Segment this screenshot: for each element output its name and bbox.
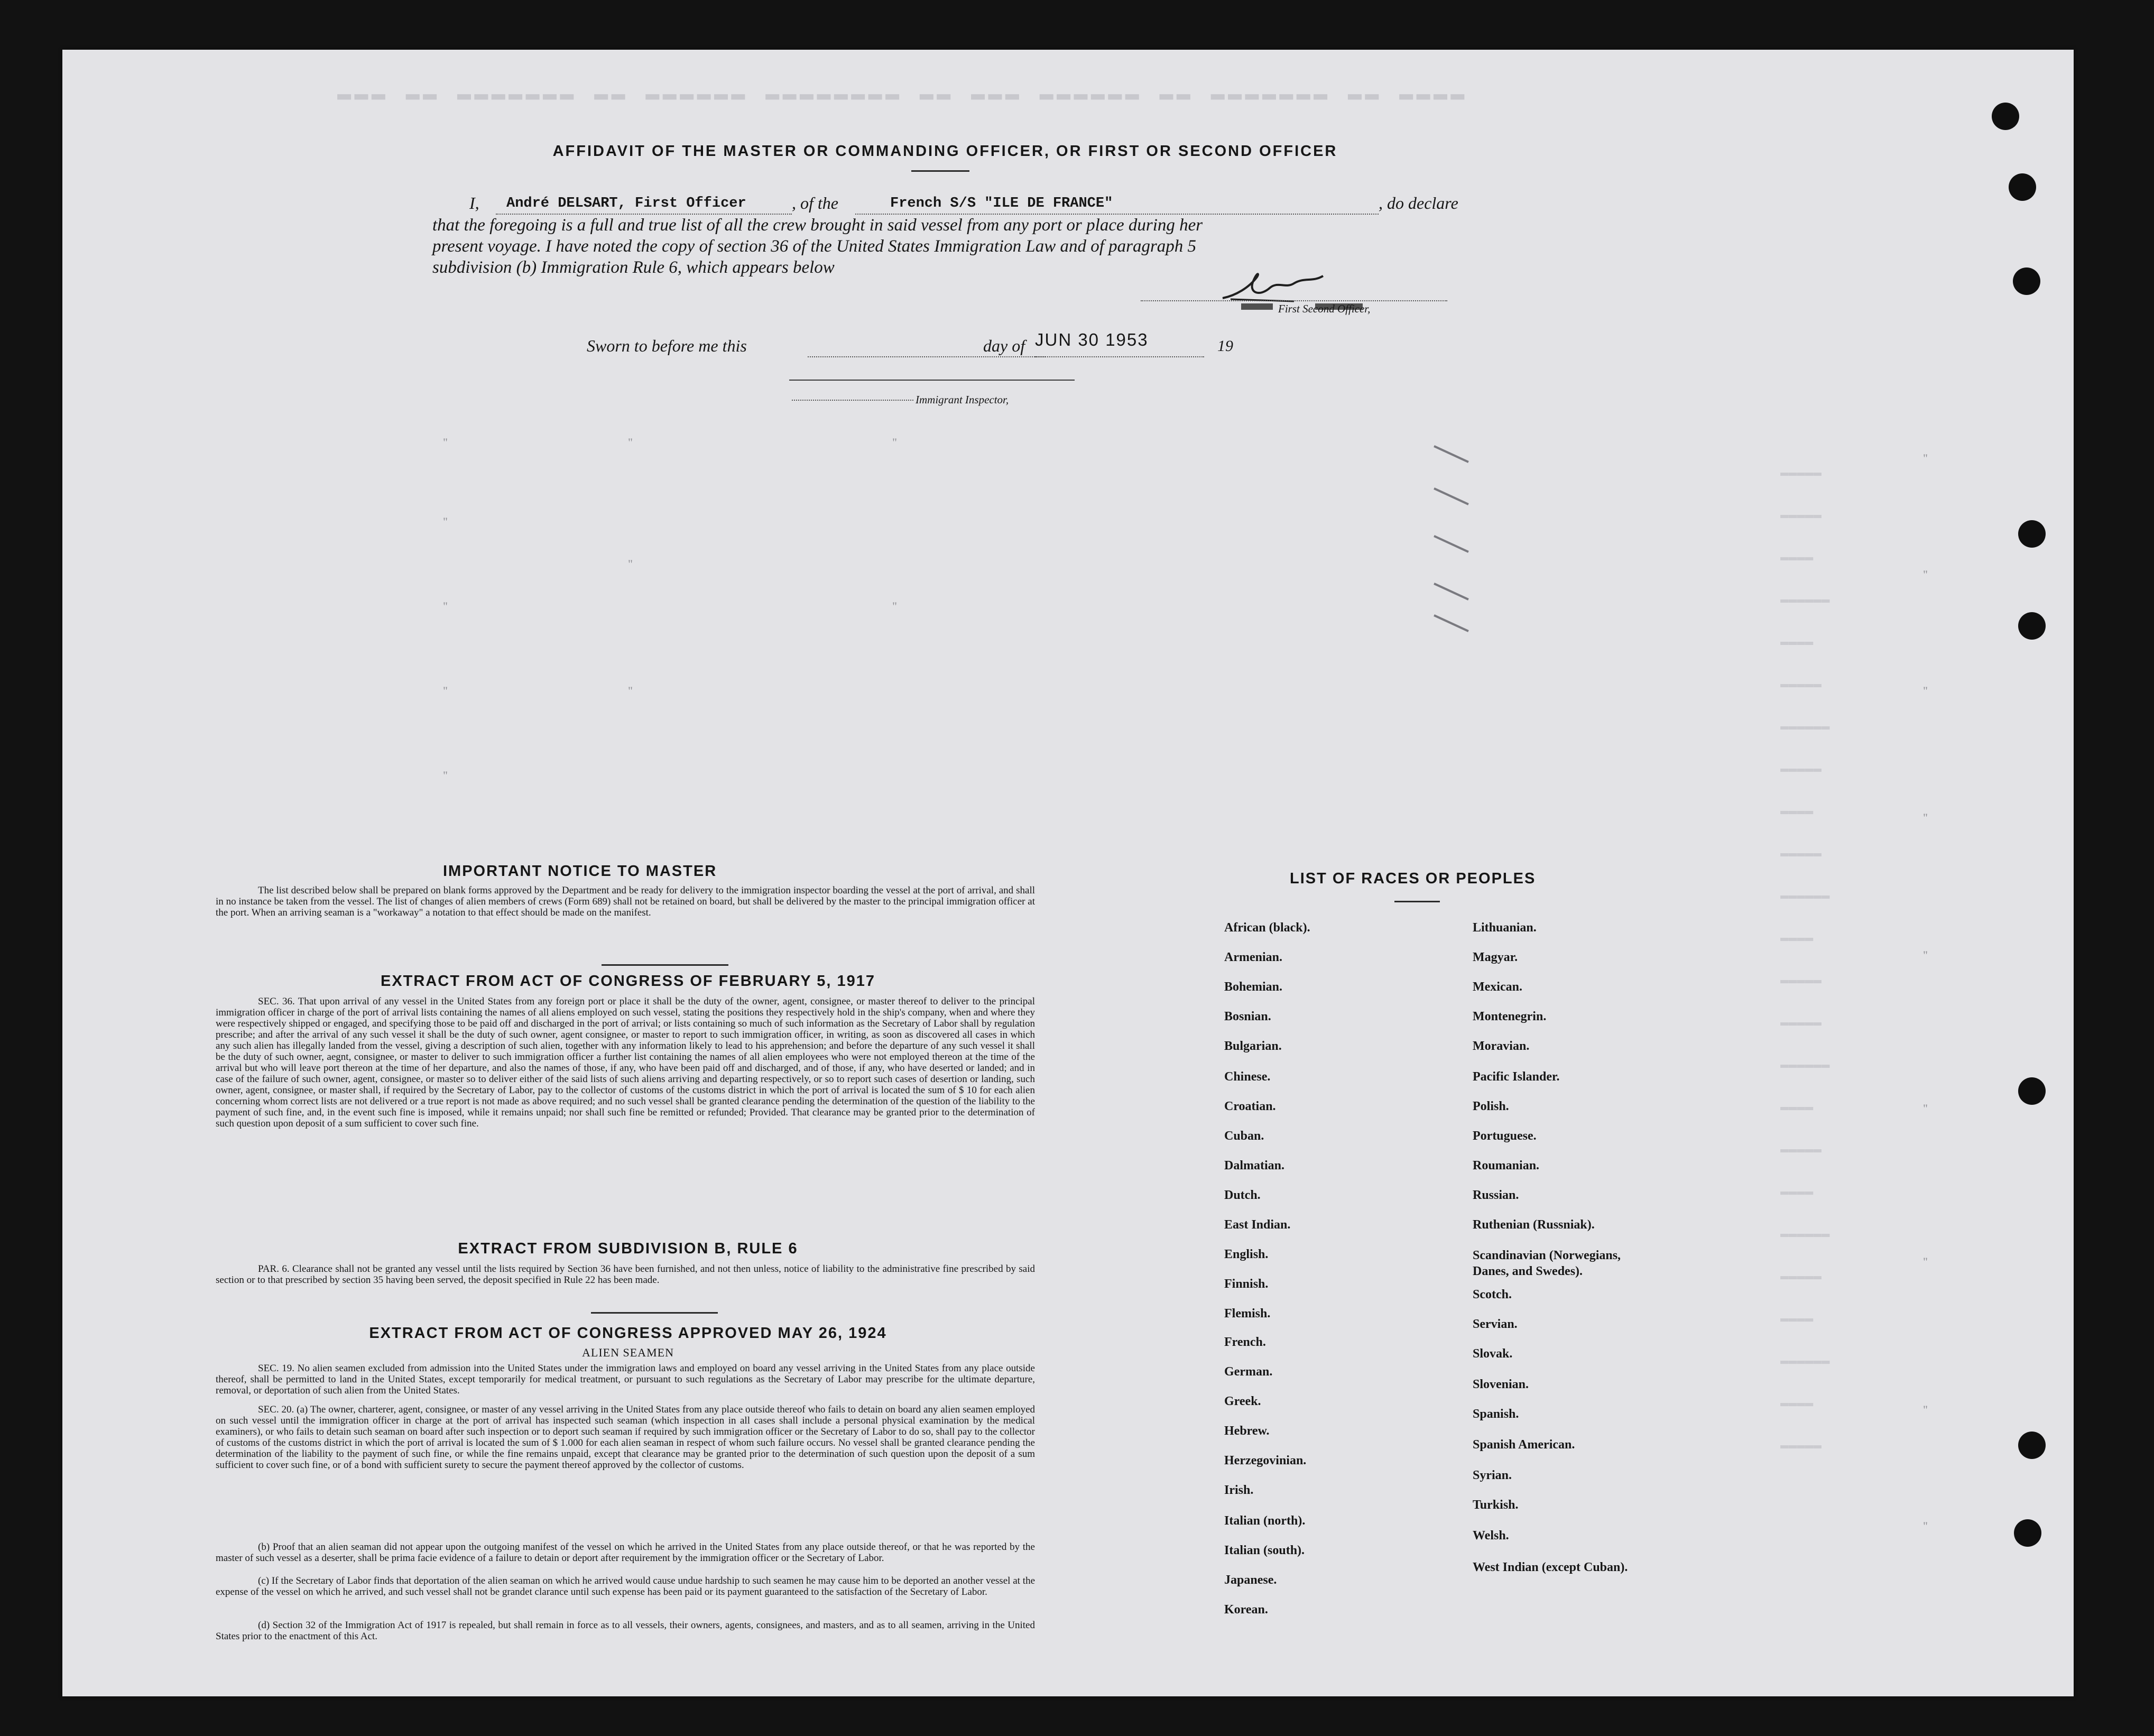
punch-hole [2018,1432,2046,1459]
extract-1924-subtitle: ALIEN SEAMEN [582,1346,674,1359]
race-left: Bohemian. [1224,980,1283,994]
race-right: Lithuanian. [1473,921,1537,935]
sec-20a: SEC. 20. (a) The owner, charterer, agent, consignee, or master of any vessel arriving in the United States from any place outside thereof who fails to detain on board any alien seamen employed on such vessel until the immigration officer in charge at the port of arrival has inspected such seaman (which inspection in all cases shall include a personal physical examination by the medical examiners), or who fails to detain such seaman on board after such inspection or to deport such seaman if required by such immigration officer or the Secretary of Labor to do so, shall pay to the collector of customs of the customs district in which the port of arrival is located the sum of $ 1.000 for each alien seaman in respect of whom such failure occurs. No vessel shall be granted clearance pending the determination of the liability to the payment of such fine, or while the fine remains unpaid, except that clearance may be granted prior to the determination of such question upon the deposit of a sum sufficient to cover such fine, or of a bond with sufficient surety to secure the payment thereof approved by the collector of customs. [216,1404,1035,1471]
affidavit-pronoun: I, [469,193,479,213]
affidavit-line-4: subdivision (b) Immigration Rule 6, which appears below [432,258,835,277]
ditto-mark: " [628,436,633,449]
ditto-mark: " [1923,684,1928,697]
declare-label: , do declare [1379,193,1458,213]
ditto-mark: " [1923,451,1928,465]
ditto-mark: " [892,436,897,449]
extract-1917-body: SEC. 36. That upon arrival of any vessel in the United States from any foreign port or place it shall be the duty of the owner, agent, consignee, or master thereof to deliver to the principal immigration officer in charge of the port of arrival lists containing the names of all aliens employed on such vessel, stating the positions they respectively hold in the ship's company, when and where they were respectively shipped or engaged, and specifying those to be paid off and discharged in the port of arrival; or lists containing so much of such information as the Secretary of Labor shall by regulation prescribe; and after the arrival of any such vessel it shall be the duty of such owner, agent consignee, or master to report to such immigration officer, in writing, as soon as discovered all cases in which any such alien has illegally landed from the vessel, giving a description of such alien, together with any information likely to lead to his apprehension; and before the departure of any such vessel it shall be the duty of such owner, aegnt, consignee, or master to deliver to such immigration officer a further list containing the names of all alien employees who were not employed thereon at the time of the arrival but who will leave port thereon at the time of her departure, and also the names of those, if any, who have been paid off and discharged, and of those, if any, who have deserted or landed; and in case of the failure of such owner, agent, consignee, or master so to deliver either of the said lists of such aliens arriving and departing respectively, or so to report such cases of desertion or landing, such owner, agent, consignee, or master shall, if required by the Secretary of Labor, pay to the collector of customs of the customs district in which the port of arrival is located the sum of $ 10 for each alien concerning whom correct lists are not delivered or a true report is not made as above required; and no such vessel shall be granted clearance pending the determination of the question of the liability to the payment of such fine, and, in the event such fine is imposed, while it remains unpaid; nor shall such fine be remitted or refunded; Provided. That clearance may be granted prior to the determination of such question upon deposit of a sum sufficient to cover such fine. [216,996,1035,1129]
race-left: French. [1224,1335,1266,1349]
ditto-mark: " [1923,1102,1928,1115]
ditto-mark: " [1923,1403,1928,1416]
race-left: Armenian. [1224,950,1282,964]
year-prefix: 19 [1217,337,1233,355]
ditto-mark: " [443,599,448,613]
race-left: Chinese. [1224,1070,1271,1084]
race-left: Irish. [1224,1483,1254,1497]
sworn-separator [789,380,1075,381]
punch-hole [2018,612,2046,640]
ditto-mark: " [443,515,448,528]
struck-word [1241,303,1273,310]
race-right: Russian. [1473,1188,1519,1202]
sec-19: SEC. 19. No alien seamen excluded from admission into the United States under the immigration laws and employed on board any vessel arriving in the United States from any place outside thereof, shall be permitted to land in the United States, except temporarily for medical treatment, or pursuant to such regulations as the Secretary of Labor may prescribe for the ultimate departure, removal, or deportation of such alien from the United States. [216,1363,1035,1396]
race-right: Syrian. [1473,1469,1512,1482]
race-right: Slovak. [1473,1347,1513,1361]
race-left: Flemish. [1224,1307,1271,1321]
race-left: German. [1224,1365,1273,1379]
ditto-mark: " [443,684,448,697]
race-right: Polish. [1473,1100,1509,1113]
race-left: Dalmatian. [1224,1159,1284,1172]
notice-body: The list described below shall be prepared on blank forms approved by the Department and be ready for delivery to the immigration inspector boarding the vessel at the port of arrival, and shall in no instance be taken from the vessel. The list of changes of alien members of crews (Form 689) shall not be retained on board, but shall be delivered by the master to the principal immigration officer at the port. When an arriving seaman is a "workaway" a notation to that effect should be made on the manifest. [216,885,1035,918]
signature-caption: First Second Officer, [1278,302,1371,315]
sec-20d: (d) Section 32 of the Immigration Act of 1917 is repealed, but shall remain in force as to all vessels, their owners, agents, consignees, and masters, and as to all seamen, arriving in the United States prior to the enactment of this Act. [216,1620,1035,1642]
date-stamp: JUN 30 1953 [1035,330,1149,349]
race-left: Cuban. [1224,1129,1264,1143]
race-right: Moravian. [1473,1039,1530,1053]
vessel-dotted-line [855,214,1379,215]
notice-title: IMPORTANT NOTICE TO MASTER [443,863,717,880]
race-right: Montenegrin. [1473,1010,1547,1023]
ditto-mark: " [892,599,897,613]
race-left: Bulgarian. [1224,1039,1282,1053]
ditto-mark: " [1923,1255,1928,1268]
officer-name: André DELSART, First Officer [506,196,746,211]
punch-hole [2018,1077,2046,1105]
of-the-label: , of the [792,193,838,213]
date-dotted-line [1035,356,1204,357]
race-right: Scotch. [1473,1288,1512,1301]
race-right: West Indian (except Cuban). [1473,1560,1628,1574]
race-right: Roumanian. [1473,1159,1540,1172]
subdivision-body: PAR. 6. Clearance shall not be granted any vessel until the lists required by Section 36 have been furnished, and not then unless, notice of liability to the administrative fine prescribed by said section or to that prescribed by section 35 having been served, the deposit specified in Rule 22 has been made. [216,1263,1035,1286]
race-left: Hebrew. [1224,1424,1270,1438]
punch-hole [2014,1519,2041,1547]
day-of-label: day of [983,336,1025,355]
subdivision-rule [591,1312,718,1314]
affidavit-title: AFFIDAVIT OF THE MASTER OR COMMANDING OFFICER, OR FIRST OR SECOND OFFICER [552,143,1338,160]
races-title: LIST OF RACES OR PEOPLES [1290,870,1536,887]
race-right: Turkish. [1473,1498,1519,1512]
race-right: Spanish. [1473,1407,1519,1421]
race-right: Magyar. [1473,950,1518,964]
ditto-mark: " [443,769,448,782]
race-left: Italian (south). [1224,1544,1305,1557]
punch-hole [2009,173,2036,201]
race-left: Bosnian. [1224,1010,1271,1023]
bleed-through-header: ▬▬▬ ▬▬ ▬▬▬▬▬▬▬ ▬▬ ▬▬▬▬▬▬ ▬▬▬▬▬▬▬▬ ▬▬ ▬▬▬ ▬▬▬▬▬▬ ▬▬ ▬▬▬▬▬▬▬ ▬▬ ▬▬▬▬ [337,81,1468,108]
ditto-mark: " [1923,568,1928,581]
punch-hole [2018,520,2046,548]
sec-20c: (c) If the Secretary of Labor finds that deportation of the alien seaman on which he arrived would cause undue hardship to such seamen he may cause him to be deported an another vessel at the expense of the vessel on which he arrived, and such vessel shall not be grandet clarance until such expense has been paid or its payment guaranteed to the satisfaction of the Secretary of Labor. [216,1575,1035,1598]
extract-1917-title: EXTRACT FROM ACT OF CONGRESS OF FEBRUARY 5, 1917 [380,973,876,990]
race-left: English. [1224,1248,1269,1261]
race-right: Pacific Islander. [1473,1070,1560,1084]
races-rule [1394,901,1440,902]
sec-20b: (b) Proof that an alien seaman did not appear upon the outgoing manifest of the vessel on which he arrived in the United States from any place outside thereof, or that he was reported by the master of such vessel as a deserter, shall be prima facie evidence of a failure to detain or deport after requirement by the immigration officer or the Secretary of Labor. [216,1541,1035,1564]
race-left: Herzegovinian. [1224,1454,1307,1467]
race-left: African (black). [1224,921,1310,935]
sworn-day-line [808,356,1046,357]
race-left: Japanese. [1224,1573,1277,1587]
race-right: Spanish American. [1473,1438,1575,1452]
ditto-mark: " [1923,948,1928,962]
vessel-name: French S/S "ILE DE FRANCE" [890,196,1113,211]
race-right: Welsh. [1473,1529,1509,1543]
race-right: Mexican. [1473,980,1522,994]
title-underline [911,170,969,172]
affidavit-line-2: that the foregoing is a full and true list of all the crew brought in said vessel from any port or place during her [432,216,1203,235]
race-left: Croatian. [1224,1100,1276,1113]
ditto-mark: " [628,557,633,570]
punch-hole [1992,103,2019,130]
race-left: East Indian. [1224,1218,1291,1232]
affidavit-line-3: present voyage. I have noted the copy of section 36 of the United States Immigration Law and of paragraph 5 [432,237,1197,256]
ditto-mark: " [628,684,633,697]
race-right: Ruthenian (Russniak). [1473,1218,1595,1232]
ditto-mark: " [1923,811,1928,824]
name-dotted-line [496,214,792,215]
race-right: Servian. [1473,1317,1518,1331]
notice-rule [602,964,728,966]
race-right: Portuguese. [1473,1129,1537,1143]
signature-dotted-line [1141,300,1447,301]
bleed-names-column: ▬▬▬▬▬ ▬▬▬▬▬ ▬▬▬▬ ▬▬▬▬▬▬ ▬▬▬▬ ▬▬▬▬▬ ▬▬▬▬▬▬ ▬▬▬▬▬ ▬▬▬▬ ▬▬▬▬▬ ▬▬▬▬▬▬ ▬▬▬▬ ▬▬▬▬▬ ▬▬▬▬▬ ▬▬▬▬▬▬ ▬▬▬▬ ▬▬▬▬▬ ▬▬▬▬ ▬▬▬▬▬▬ ▬▬▬▬▬ ▬▬▬▬ ▬▬▬▬▬▬ ▬▬▬▬ ▬▬▬▬▬ [1780,465,1830,1453]
race-left: Dutch. [1224,1188,1261,1202]
race-left: Greek. [1224,1395,1261,1408]
sworn-label: Sworn to before me this [587,336,747,355]
race-right: Slovenian. [1473,1378,1529,1391]
punch-hole [2013,267,2040,295]
inspector-dotted-line [792,400,913,401]
extract-1924-title: EXTRACT FROM ACT OF CONGRESS APPROVED MAY 26, 1924 [369,1325,887,1342]
race-left: Finnish. [1224,1277,1269,1291]
manifest-page [62,50,2074,1696]
race-left: Korean. [1224,1603,1268,1617]
subdivision-title: EXTRACT FROM SUBDIVISION B, RULE 6 [458,1240,798,1257]
bleed-strokes [1431,441,1495,642]
race-right: Scandinavian (Norwegians, Danes, and Swedes). [1473,1249,1621,1278]
race-left: Italian (north). [1224,1514,1306,1528]
ditto-mark: " [443,436,448,449]
inspector-label: Immigrant Inspector, [916,393,1009,406]
ditto-mark: " [1923,1519,1928,1532]
